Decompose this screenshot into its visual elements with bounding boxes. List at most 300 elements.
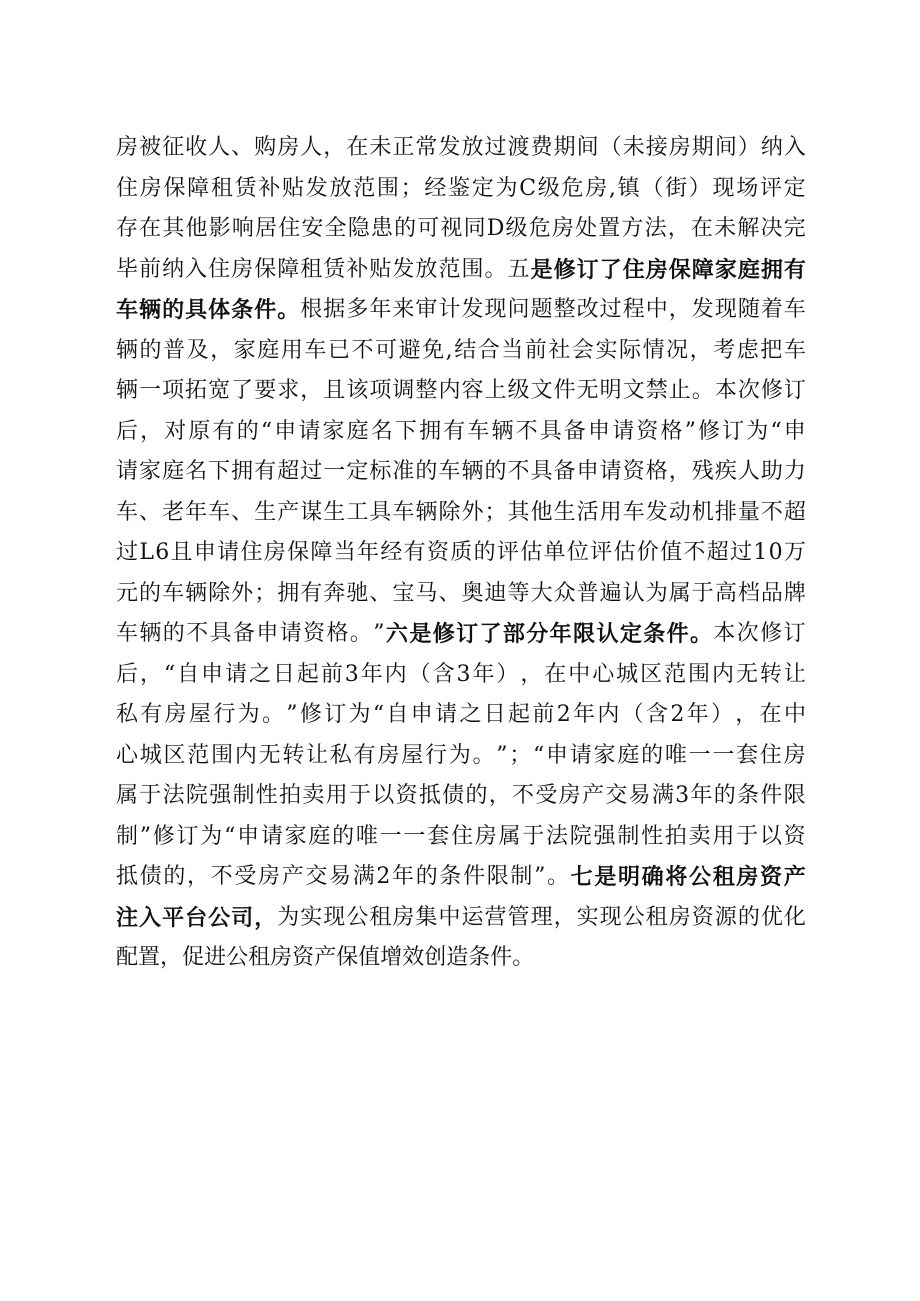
text-char: 来 [392,297,415,322]
text-char: 过 [300,459,323,484]
text-char: 订 [783,621,806,646]
bold-text: 住 [622,256,645,283]
text-char: 现 [712,175,735,201]
text-char: 属 [668,580,691,606]
text-char: 的 [465,783,488,808]
text-char: 申 [201,661,224,687]
text-char: 一 [688,742,711,768]
text-char: 不 [507,459,530,484]
bold-text: 保 [668,256,691,283]
text-char: 租 [248,945,271,970]
text-char: 家 [593,742,616,768]
text-char: 庭 [346,418,369,444]
text-char: 制 [116,823,139,849]
text-char: 抵 [418,783,441,808]
text-char: 请 [298,418,321,444]
text-char: 请 [217,540,240,565]
text-char: 内 [711,661,734,687]
text-char: 当 [333,540,356,565]
text-char: 车 [783,337,806,363]
text-char: 动 [668,499,691,525]
text-char: 征 [162,135,185,160]
text-char: 社 [548,337,571,363]
bold-text: 定 [619,621,642,647]
text-char: 奔 [323,580,346,606]
text-char: 的 [641,742,664,768]
bold-text: 订 [576,256,599,283]
text-char: 院 [185,783,208,808]
text-char: 该 [346,378,369,403]
text-char: 之 [248,661,271,687]
text-char: 求 [277,378,300,403]
text-char: 级 [507,378,530,403]
text-char: 心 [592,661,615,687]
text-char: 房 [668,135,691,160]
text-char: 转 [282,742,305,768]
text-char: 有 [212,418,235,444]
text-char: 制 [510,864,533,889]
bold-text: 分 [526,621,549,647]
text-char: 前 [320,661,343,687]
text-char: 残 [691,459,714,484]
text-char: 对 [164,418,187,444]
text-char: 资 [395,783,418,808]
bold-text: 限 [573,621,596,647]
text-char: 发 [461,297,484,322]
text-char: 际 [619,337,642,363]
text-char: 区 [640,661,663,687]
text-char: 格 [645,459,668,484]
bold-text: 。 [690,621,713,647]
bold-text: 平 [162,904,185,931]
bold-text: 具 [185,297,208,323]
text-char: ； [254,580,277,606]
text-char: 名 [185,459,208,484]
text-char: ， [323,135,346,160]
text-char: 经 [424,175,447,201]
text-char: 6 [155,540,170,565]
text-char: 无 [735,661,758,687]
text-char: 场 [736,175,759,201]
text-char: 除 [208,580,231,606]
text-char: 下 [208,459,231,484]
text-char: 年 [360,661,383,687]
text-char: 债 [442,783,465,808]
text-char: 拥 [419,418,442,444]
text-char: C [519,175,537,201]
text-char: 及 [186,337,209,363]
text-char: 于 [522,823,545,849]
text-char: 超 [783,499,806,525]
text-char: 超 [277,459,300,484]
text-char: 保 [336,945,359,970]
text-char: 卖 [302,783,325,808]
text-line [116,209,806,250]
text-char: 资 [426,540,449,565]
text-char: 放 [461,135,484,160]
text-char: 响 [231,216,254,241]
text-char: 多 [346,297,369,322]
text-char: 请 [435,702,458,727]
text-char: 3 [675,783,690,808]
text-char: 产 [314,945,337,970]
text-char: 自 [177,661,200,687]
text-char: 2 [556,702,571,727]
bold-text: 租 [712,864,735,890]
text-char: 赁 [323,256,346,282]
text-char: 范 [353,175,376,201]
text-char: 具 [209,621,232,646]
text-char: 且 [170,540,193,565]
text-line [116,452,806,493]
text-char: 明 [599,378,622,403]
text-line [116,169,806,210]
text-char: 超 [706,540,729,565]
text-char: 问 [507,297,530,322]
text-char: 促 [182,945,205,970]
text-char: 牌 [783,580,806,606]
text-line [116,128,806,169]
text-char: 定 [346,459,369,484]
text-char: 镇 [617,175,640,201]
text-char: 原 [188,418,211,444]
text-char: 有 [403,540,426,565]
text-char: 人 [300,135,323,160]
text-char: 于 [139,783,162,808]
text-char: 发 [645,499,668,525]
text-char: 了 [231,378,254,403]
text-char: 套 [736,742,759,768]
text-char: 房 [231,256,254,282]
text-char: 一 [139,378,162,403]
text-char: 拥 [277,580,300,606]
text-char: 房 [116,135,139,160]
text-char: 且 [323,378,346,403]
bold-text: 台 [185,904,208,931]
text-char: 在 [346,135,369,160]
bold-text: 修 [553,256,576,283]
text-char: 不 [512,783,535,808]
text-char: 障 [310,540,333,565]
text-char: 等 [507,580,530,606]
text-char: 后 [116,418,139,444]
text-char: 内 [438,378,461,403]
text-char: 备 [553,459,576,484]
text-char: 不 [515,418,538,444]
text-char: 纳 [760,135,783,160]
text-char: ） [496,661,519,687]
text-char: 常 [415,135,438,160]
text-char: 生 [553,499,576,525]
text-char: 赁 [234,175,257,201]
bold-text: 产 [783,864,806,890]
text-char: 车 [783,297,806,322]
text-char: 资 [691,904,714,930]
text-char: 1 [753,540,768,565]
text-char: 资 [636,418,659,444]
text-line [116,898,806,939]
text-char: 受 [535,783,558,808]
text-char: 外 [461,499,484,525]
text-line [116,655,806,696]
text-char: , [608,175,616,201]
text-char: 。 [546,864,569,889]
text-char: 保 [163,175,186,201]
text-char: 起 [296,661,319,687]
text-char: 过 [484,135,507,160]
text-char: 隐 [347,216,370,241]
text-char: 的 [139,580,162,606]
text-char: 宝 [392,580,415,606]
text-char: 房 [783,742,806,768]
text-char: 考 [713,337,736,363]
text-char: 定 [471,175,494,201]
text-char: 质 [450,540,473,565]
text-char: 街 [665,175,688,201]
text-char: 性 [255,783,278,808]
text-char: 的 [484,459,507,484]
text-char: 现 [714,297,737,322]
text-char: 现 [484,297,507,322]
text-char: 运 [461,904,484,930]
text-char: 工 [346,499,369,525]
text-char: 件 [463,864,486,889]
text-char: 住 [450,823,473,849]
text-char: 迪 [484,580,507,606]
text-char: ” [496,742,508,768]
text-char: 在 [139,216,162,241]
text-char: 标 [369,459,392,484]
text-char: 请 [612,418,635,444]
text-char: 人 [737,459,760,484]
text-char: “ [372,702,385,727]
bold-text: 是 [594,864,617,890]
text-char: 一 [379,823,402,849]
text-char: 老 [162,499,185,525]
text-char: 马 [415,580,438,606]
text-char: 具 [539,418,562,444]
text-char: 其 [507,499,530,525]
text-char: 、 [438,580,461,606]
text-char: 行 [424,742,447,768]
text-char: 辆 [139,621,162,646]
text-char: 有 [443,418,466,444]
text-char: 房 [668,904,691,930]
text-char: 的 [236,418,259,444]
text-char: ” [373,621,385,646]
text-char: 属 [116,783,139,808]
text-line [116,290,806,331]
text-char: ， [667,216,690,241]
text-char: 房 [258,864,281,889]
text-char: 法 [162,783,185,808]
text-char: 为 [200,823,223,849]
text-char: 租 [645,904,668,930]
text-char: 区 [163,742,186,768]
text-char: 范 [187,742,210,768]
text-char: 毕 [116,256,139,282]
text-char: 整 [553,297,576,322]
text-char: 全 [324,216,347,241]
text-char: ” [534,864,546,889]
text-char: 订 [176,823,199,849]
text-char: 有 [353,742,376,768]
text-char: 禁 [645,378,668,403]
text-char: 请 [116,459,139,484]
bold-text: 了 [599,256,622,283]
text-char: 化 [783,904,806,930]
text-char: 申 [237,823,260,849]
text-char: ） [710,702,733,727]
text-char: 资 [292,945,315,970]
text-char: 情 [642,337,665,363]
text-char: 租 [369,904,392,930]
text-char: 过 [599,297,622,322]
text-line [116,331,806,372]
text-char: ； [400,175,423,201]
text-char: 起 [508,702,531,727]
text-char: 拍 [664,823,687,849]
text-char: 租 [300,256,323,282]
text-char: 不 [351,337,374,363]
text-char: 车 [116,499,139,525]
bold-text: 体 [208,297,231,323]
text-char: 要 [254,378,277,403]
text-char: 申 [274,418,297,444]
text-char: 之 [459,702,482,727]
text-char: 城 [616,661,639,687]
text-char: 满 [352,864,375,889]
text-char: 修 [299,702,322,727]
text-char: 的 [139,337,162,363]
text-char: 。 [349,621,372,646]
text-char: 申 [576,459,599,484]
text-char: 为 [746,418,769,444]
text-char: 房 [585,175,608,201]
text-char: 定 [783,175,806,201]
text-char: 补 [346,256,369,282]
bold-text: 年 [549,621,572,647]
text-char: 产 [277,499,300,525]
text-char: 容 [461,378,484,403]
text-char: 产 [281,864,304,889]
text-char: 用 [280,337,303,363]
text-char: 的 [163,864,186,889]
text-char: 不 [210,864,233,889]
text-char: 请 [569,742,592,768]
text-char: 渡 [507,135,530,160]
text-char: 避 [398,337,421,363]
text-char: 机 [691,499,714,525]
text-char: 。 [472,742,495,768]
text-char: 实 [300,904,323,930]
text-char: 车 [392,499,415,525]
text-char: 的 [332,823,355,849]
text-char: 条 [737,783,760,808]
text-char: 套 [427,823,450,849]
text-char: 住 [278,216,301,241]
text-char: 品 [760,580,783,606]
text-char: 请 [225,661,248,687]
text-char: 为 [237,702,260,727]
text-char: 申 [256,621,279,646]
text-char: 内 [597,702,620,727]
text-char: 未 [622,135,645,160]
text-char: 车 [208,499,231,525]
text-char: 于 [736,823,759,849]
bold-text: 车 [116,297,139,323]
text-char: 房 [164,702,187,727]
text-char: 进 [204,945,227,970]
text-char: 把 [760,337,783,363]
text-char: 名 [370,418,393,444]
text-char: 当 [501,337,524,363]
text-char: 现 [323,904,346,930]
text-char: 车 [467,418,490,444]
text-char: 中 [645,297,668,322]
text-char: 债 [139,864,162,889]
text-char: 房 [474,823,497,849]
text-char: “ [163,661,176,687]
text-char: 卖 [688,823,711,849]
text-char: 普 [163,337,186,363]
text-char: 发 [305,175,328,201]
text-char: 申 [410,702,433,727]
text-char: 元 [116,580,139,606]
text-char: 租 [210,175,233,201]
bold-text: 拥 [760,256,783,283]
text-char: 管 [507,904,530,930]
text-line [116,938,806,979]
text-char: 营 [484,904,507,930]
text-char: 拍 [279,783,302,808]
text-char: 含 [646,702,669,727]
text-char: ， [139,661,162,687]
bold-text: 条 [231,297,254,323]
text-char: 增 [380,945,403,970]
text-char: 住 [240,540,263,565]
text-char: 源 [714,904,737,930]
text-char: 单 [543,540,566,565]
text-char: 年 [686,702,709,727]
text-char: “ [533,742,545,768]
text-char: 的 [162,621,185,646]
text-char: 家 [139,459,162,484]
bold-text: 明 [618,864,641,890]
text-char: 评 [496,540,519,565]
text-char: 条 [439,864,462,889]
text-char: 购 [254,135,277,160]
text-char: 次 [736,621,759,646]
text-char: （ [641,175,664,201]
text-char: 实 [595,337,618,363]
text-char: 产 [581,783,604,808]
text-char: 一 [403,823,426,849]
text-char: 居 [255,216,278,241]
text-char: 疾 [714,459,737,484]
text-char: 围 [461,256,484,282]
text-char: 况 [666,337,689,363]
text-char: 格 [326,621,349,646]
text-char: 解 [737,216,760,241]
text-char: 属 [498,823,521,849]
text-char: 内 [384,661,407,687]
text-char: 屋 [188,702,211,727]
text-char: 申 [588,418,611,444]
text-char: 的 [394,216,417,241]
text-char: 位 [566,540,589,565]
bold-text: 将 [665,864,688,890]
